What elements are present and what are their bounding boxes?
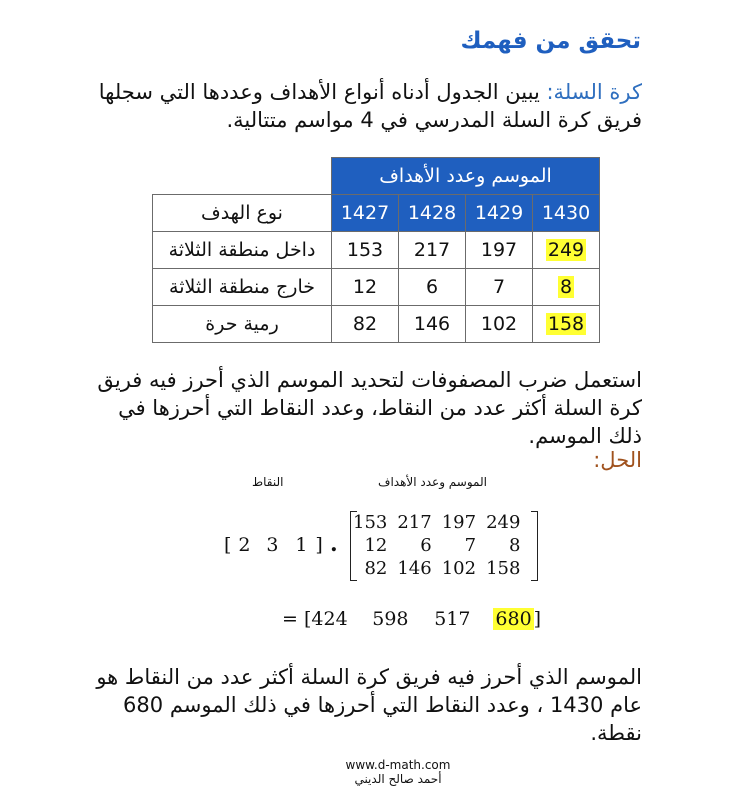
matrix-row: [348, 534, 525, 557]
solution-label: الحل:: [593, 448, 642, 472]
matrix-cell: 12: [364, 535, 388, 556]
table-cell-highlighted: [533, 306, 600, 343]
table-type-header: نوع الهدف: [153, 195, 332, 232]
highlight-value: 8: [559, 276, 573, 298]
matrix-cell: 6: [420, 535, 432, 556]
table-corner-empty: [153, 158, 332, 195]
goals-table: [152, 157, 600, 343]
table-row: [153, 306, 600, 343]
row-label: خارج منطقة الثلاثة: [153, 269, 332, 306]
result-row: [282, 608, 541, 630]
question-paragraph: استعمل ضرب المصفوفات لتحديد الموسم الذي أحرز فيه فريق كرة السلة أكثر عدد من النقاط، وعدد النقاط التي أحرزها في ذلك الموسم.: [97, 368, 642, 448]
goals-matrix: [348, 511, 525, 580]
table-row: [153, 232, 600, 269]
table-cell-highlighted: [533, 232, 600, 269]
year-header-1429: 1429: [466, 195, 533, 232]
vector-value: 3: [266, 534, 279, 556]
highlight-value: 249: [547, 239, 585, 261]
result-value-highlighted: 680: [495, 608, 532, 630]
matrix-bracket-right: [531, 511, 538, 581]
bracket-open: [: [303, 608, 312, 630]
matrix-cell: 82: [364, 558, 388, 579]
matrix-cell: 7: [464, 535, 477, 556]
result-value: 424: [311, 608, 348, 630]
result-value: 598: [372, 608, 409, 630]
footer-author: أحمد صالح الديني: [354, 772, 442, 786]
matrix-cell: 153: [353, 512, 388, 533]
row-label: رمية حرة: [153, 306, 332, 343]
intro-paragraph: [82, 78, 642, 134]
matrix-cell: 102: [441, 558, 477, 579]
vector-value: 2: [238, 534, 251, 556]
matrix-cell: 217: [397, 512, 432, 533]
matrix-cell: 197: [441, 512, 477, 533]
table-cell: 12: [332, 269, 399, 306]
points-vector: [224, 534, 323, 556]
intro-keyword: كرة السلة:: [546, 80, 642, 104]
year-header-1430: 1430: [533, 195, 600, 232]
matrix-row: [348, 511, 525, 534]
table-cell: 7: [466, 269, 533, 306]
table-cell: 153: [332, 232, 399, 269]
highlight-value: 158: [547, 313, 585, 335]
year-header-1427: 1427: [332, 195, 399, 232]
matrix-cell: 158: [486, 558, 521, 579]
footer-url: www.d-math.com: [345, 758, 451, 772]
table-cell: 146: [399, 306, 466, 343]
bracket-open: [: [224, 534, 232, 556]
table-cell-highlighted: [533, 269, 600, 306]
table-cell: 197: [466, 232, 533, 269]
dot-operator: .: [330, 531, 338, 557]
intro-text: يبين الجدول أدناه أنواع الأهداف وعددها التي سجلها فريق كرة السلة المدرسي في 4 مواسم متتالية.: [98, 80, 642, 132]
table-row: [153, 269, 600, 306]
table-cell: 6: [399, 269, 466, 306]
equals-sign: =: [282, 608, 298, 630]
season-caption: الموسم وعدد الأهداف: [378, 475, 487, 489]
points-caption: النقاط: [252, 475, 284, 489]
bracket-close: ]: [533, 608, 542, 630]
table-group-header: الموسم وعدد الأهداف: [332, 158, 600, 195]
result-value: 517: [434, 608, 471, 630]
conclusion-paragraph: الموسم الذي أحرز فيه فريق كرة السلة أكثر عدد من النقاط هو عام 1430 ، وعدد النقاط التي أحرزها في ذلك الموسم 680 نقطة.: [96, 665, 642, 745]
bracket-close: ]: [315, 534, 323, 556]
matrix-row: [348, 557, 525, 580]
table-cell: 217: [399, 232, 466, 269]
matrix-cell: 249: [486, 512, 521, 533]
year-header-1428: 1428: [399, 195, 466, 232]
matrix-cell: 146: [397, 558, 432, 579]
vector-value: 1: [295, 534, 308, 556]
table-cell: 82: [332, 306, 399, 343]
matrix-cell: 8: [508, 535, 521, 556]
row-label: داخل منطقة الثلاثة: [153, 232, 332, 269]
page-title: تحقق من فهمك: [460, 28, 641, 54]
table-cell: 102: [466, 306, 533, 343]
